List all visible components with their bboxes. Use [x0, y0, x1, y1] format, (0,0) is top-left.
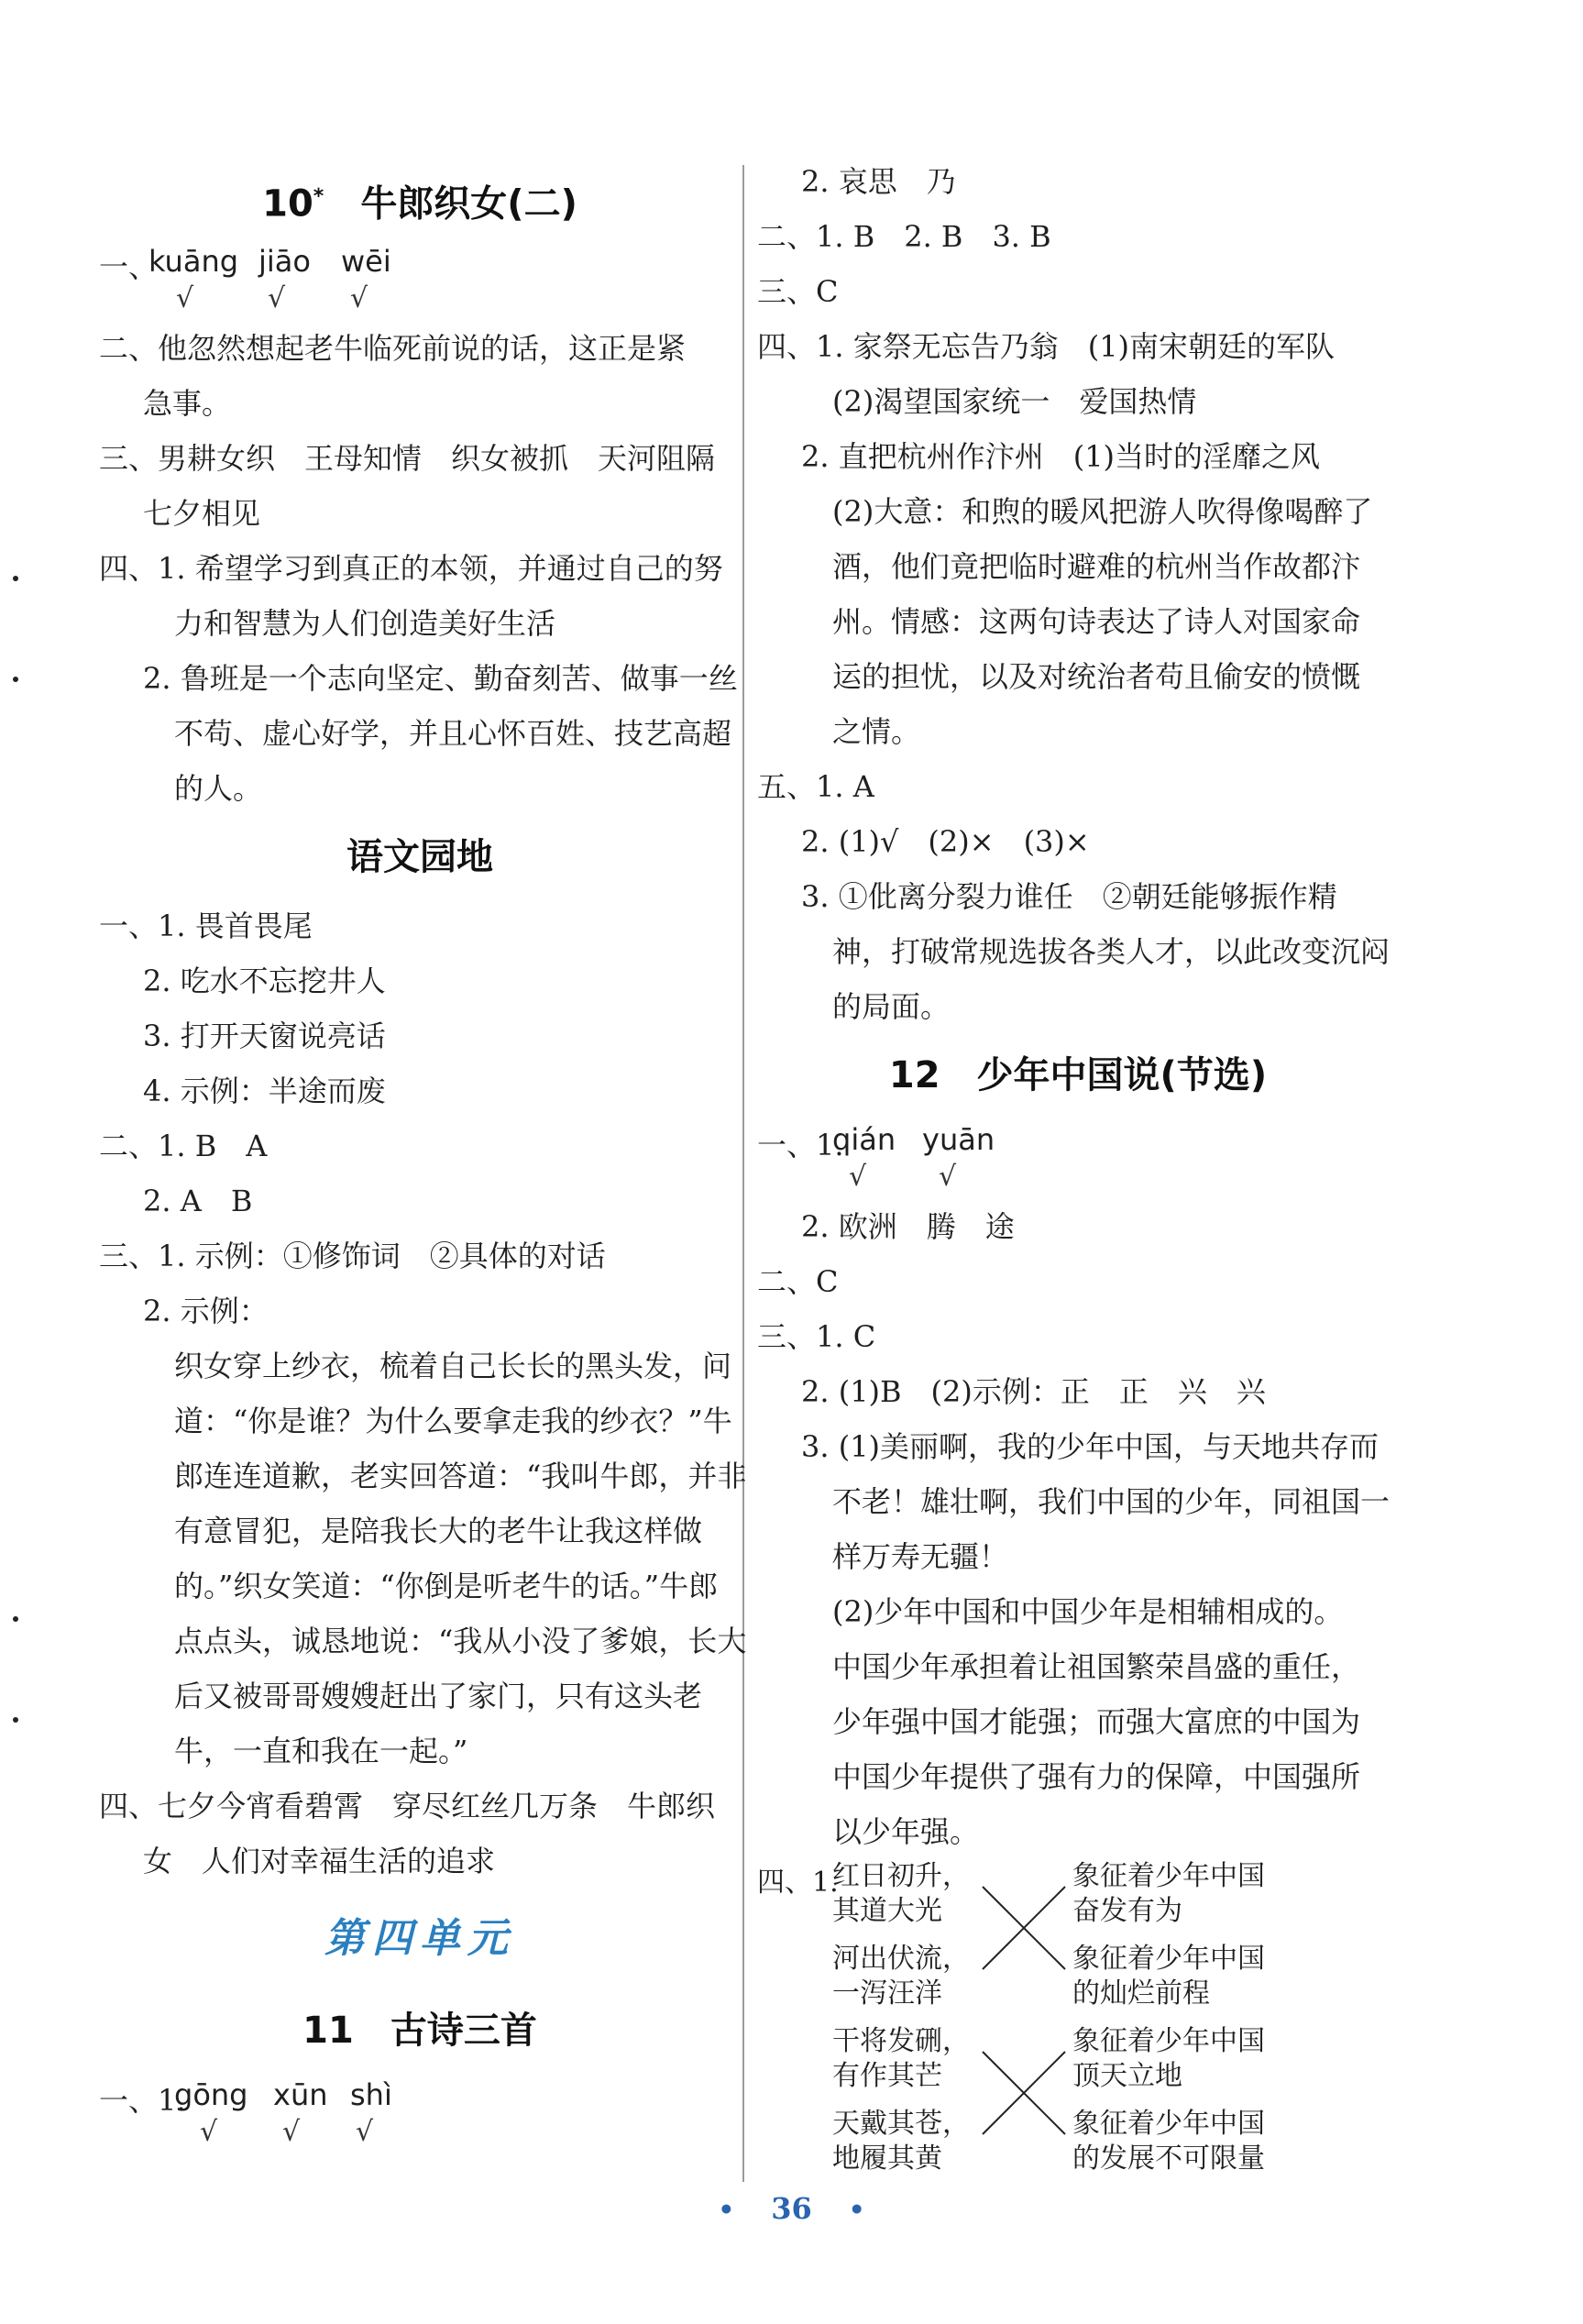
answer-line: 4. 示例：半途而废	[143, 1074, 386, 1108]
lesson-10-title: 10* 牛郎织女(二)	[262, 182, 577, 226]
answer-line: 三、C	[757, 274, 839, 309]
answer-line: 的人。	[174, 771, 263, 806]
answer-line: 神，打破常规选拔各类人才，以此改变沉闷	[832, 934, 1391, 969]
answer-line: (2)渴望国家统一 爱国热情	[832, 384, 1197, 419]
match-right-item: 象征着少年中国 的发展不可限量	[1072, 2108, 1265, 2175]
answer-line: 样万寿无疆！	[832, 1539, 1009, 1574]
pinyin-answer-row: 一、1. gōng xūn shì √ √ √	[99, 2077, 392, 2148]
answer-line: 以少年强。	[832, 1814, 980, 1849]
answer-line: 中国少年提供了强有力的保障，中国强所	[832, 1759, 1361, 1794]
answer-line: 牛，一直和我在一起。”	[174, 1734, 468, 1768]
answer-line: 郎连连道歉，老实回答道：“我叫牛郎，并非	[174, 1459, 747, 1493]
answer-line: 二、C	[757, 1264, 839, 1299]
answer-line: 2. (1)B (2)示例：正 正 兴 兴	[801, 1374, 1266, 1409]
pinyin-answer-row: 一、1. qián yuān √ √	[757, 1122, 995, 1193]
page-number: • 36 •	[718, 2191, 865, 2226]
answer-line: 力和智慧为人们创造美好生活	[174, 606, 556, 641]
answer-line: 有意冒犯，是陪我长大的老牛让我这样做	[174, 1514, 703, 1548]
answer-line: 四、1. 希望学习到真正的本领，并通过自己的努	[99, 551, 723, 586]
lesson-11-title: 11 古诗三首	[302, 2010, 537, 2052]
answer-line: 2. 吃水不忘挖井人	[143, 964, 386, 998]
answer-line: 2. A B	[143, 1184, 253, 1218]
answer-line: 七夕相见	[143, 496, 261, 531]
answer-line: 四、七夕今宵看碧霄 穿尽红丝几万条 牛郎织	[99, 1789, 716, 1823]
answer-line: 3. (1)美丽啊，我的少年中国，与天地共存而	[801, 1429, 1380, 1464]
answer-line: 五、1. A	[757, 769, 874, 804]
answer-line: (2)少年中国和中国少年是相辅相成的。	[832, 1594, 1344, 1629]
margin-dot	[13, 1616, 18, 1622]
answer-line: 酒，他们竟把临时避难的杭州当作故都汴	[832, 549, 1361, 584]
margin-dot	[13, 576, 18, 581]
answer-line: 不老！雄壮啊，我们中国的少年，同祖国一	[832, 1484, 1391, 1519]
answer-line: 后又被哥哥嫂嫂赶出了家门，只有这头老	[174, 1679, 703, 1713]
answer-line: 不苟、虚心好学，并且心怀百姓、技艺高超	[174, 716, 732, 751]
margin-dot	[13, 1717, 18, 1723]
answer-line: 急事。	[143, 386, 232, 421]
answer-line: 道：“你是谁？为什么要拿走我的纱衣？”牛	[174, 1404, 732, 1438]
yuwen-yuandi-title: 语文园地	[346, 836, 493, 878]
left-column	[99, 156, 747, 2154]
answer-line: 二、1. B A	[99, 1129, 268, 1163]
answer-line: 之情。	[832, 714, 921, 749]
lesson-12-title: 12 少年中国说(节选)	[888, 1054, 1268, 1096]
answer-line: 3. ①仳离分裂力谁任 ②朝廷能够振作精	[801, 879, 1337, 914]
margin-dot	[13, 677, 18, 682]
match-left-item: 河出伏流， 一泻汪洋	[832, 1943, 970, 2010]
column-divider	[742, 165, 744, 2182]
right-column	[757, 154, 1399, 2189]
pinyin-answer-row: 一、 kuāng jiāo wēi √ √ √	[99, 244, 391, 314]
answer-line: 州。情感：这两句诗表达了诗人对国家命	[832, 604, 1361, 639]
answer-line: 二、他忽然想起老牛临死前说的话，这正是紧	[99, 331, 687, 366]
answer-line: 中国少年承担着让祖国繁荣昌盛的重任，	[832, 1649, 1361, 1684]
answer-line: 2. 鲁班是一个志向坚定、勤奋刻苦、做事一丝	[143, 661, 738, 696]
answer-line: 女 人们对幸福生活的追求	[143, 1844, 496, 1878]
answer-line: 少年强中国才能强；而强大富庶的中国为	[832, 1704, 1361, 1739]
answer-line: 一、1. 畏首畏尾	[99, 909, 313, 943]
answer-line: (2)大意：和煦的暖风把游人吹得像喝醉了	[832, 494, 1373, 529]
answer-line: 2. 示例：	[143, 1294, 269, 1328]
answer-line: 三、1. 示例：①修饰词 ②具体的对话	[99, 1239, 606, 1273]
matching-exercise: 四、1. 红日初升， 其道大光 河出伏流， 一泻汪洋 干将发硎， 有作其芒 天戴其苍， 地履其黄 象征着少年中国 奋发有为 象征着少年中国 的灿烂前程 象征着少年中国 顶天立地 象征着少年中国 的发展不可限量	[757, 1859, 1399, 2189]
answer-line: 点点头，诚恳地说：“我从小没了爹娘，长大	[174, 1624, 747, 1658]
answer-line: 2. (1)√ (2)× (3)×	[801, 824, 1090, 859]
match-left-item: 天戴其苍， 地履其黄	[832, 2108, 970, 2175]
answer-line: 3. 打开天窗说亮话	[143, 1019, 386, 1053]
unit-four-heading: 第四单元	[324, 1915, 515, 1962]
answer-line: 2. 直把杭州作汴州 (1)当时的淫靡之风	[801, 439, 1321, 474]
answer-line: 运的担忧，以及对统治者苟且偷安的愤慨	[832, 659, 1361, 694]
match-right-item: 象征着少年中国 顶天立地	[1072, 2025, 1265, 2092]
answer-line: 的局面。	[832, 989, 951, 1024]
match-left-item: 红日初升， 其道大光	[832, 1860, 970, 1927]
answer-line: 2. 欧洲 腾 途	[801, 1209, 1015, 1244]
answer-line: 2. 哀思 乃	[801, 164, 956, 199]
matching-lines	[757, 1859, 1399, 2189]
answer-line: 三、男耕女织 王母知情 织女被抓 天河阻隔	[99, 441, 716, 476]
answer-line: 织女穿上纱衣，梳着自己长长的黑头发，问	[174, 1349, 732, 1383]
match-left-item: 干将发硎， 有作其芒	[832, 2025, 970, 2092]
answer-line: 四、1. 家祭无忘告乃翁 (1)南宋朝廷的军队	[757, 329, 1336, 364]
match-right-item: 象征着少年中国 奋发有为	[1072, 1860, 1265, 1927]
match-right-item: 象征着少年中国 的灿烂前程	[1072, 1943, 1265, 2010]
answer-line: 的。”织女笑道：“你倒是听老牛的话。”牛郎	[174, 1569, 719, 1603]
answer-line: 三、1. C	[757, 1319, 876, 1354]
answer-line: 二、1. B 2. B 3. B	[757, 219, 1051, 254]
